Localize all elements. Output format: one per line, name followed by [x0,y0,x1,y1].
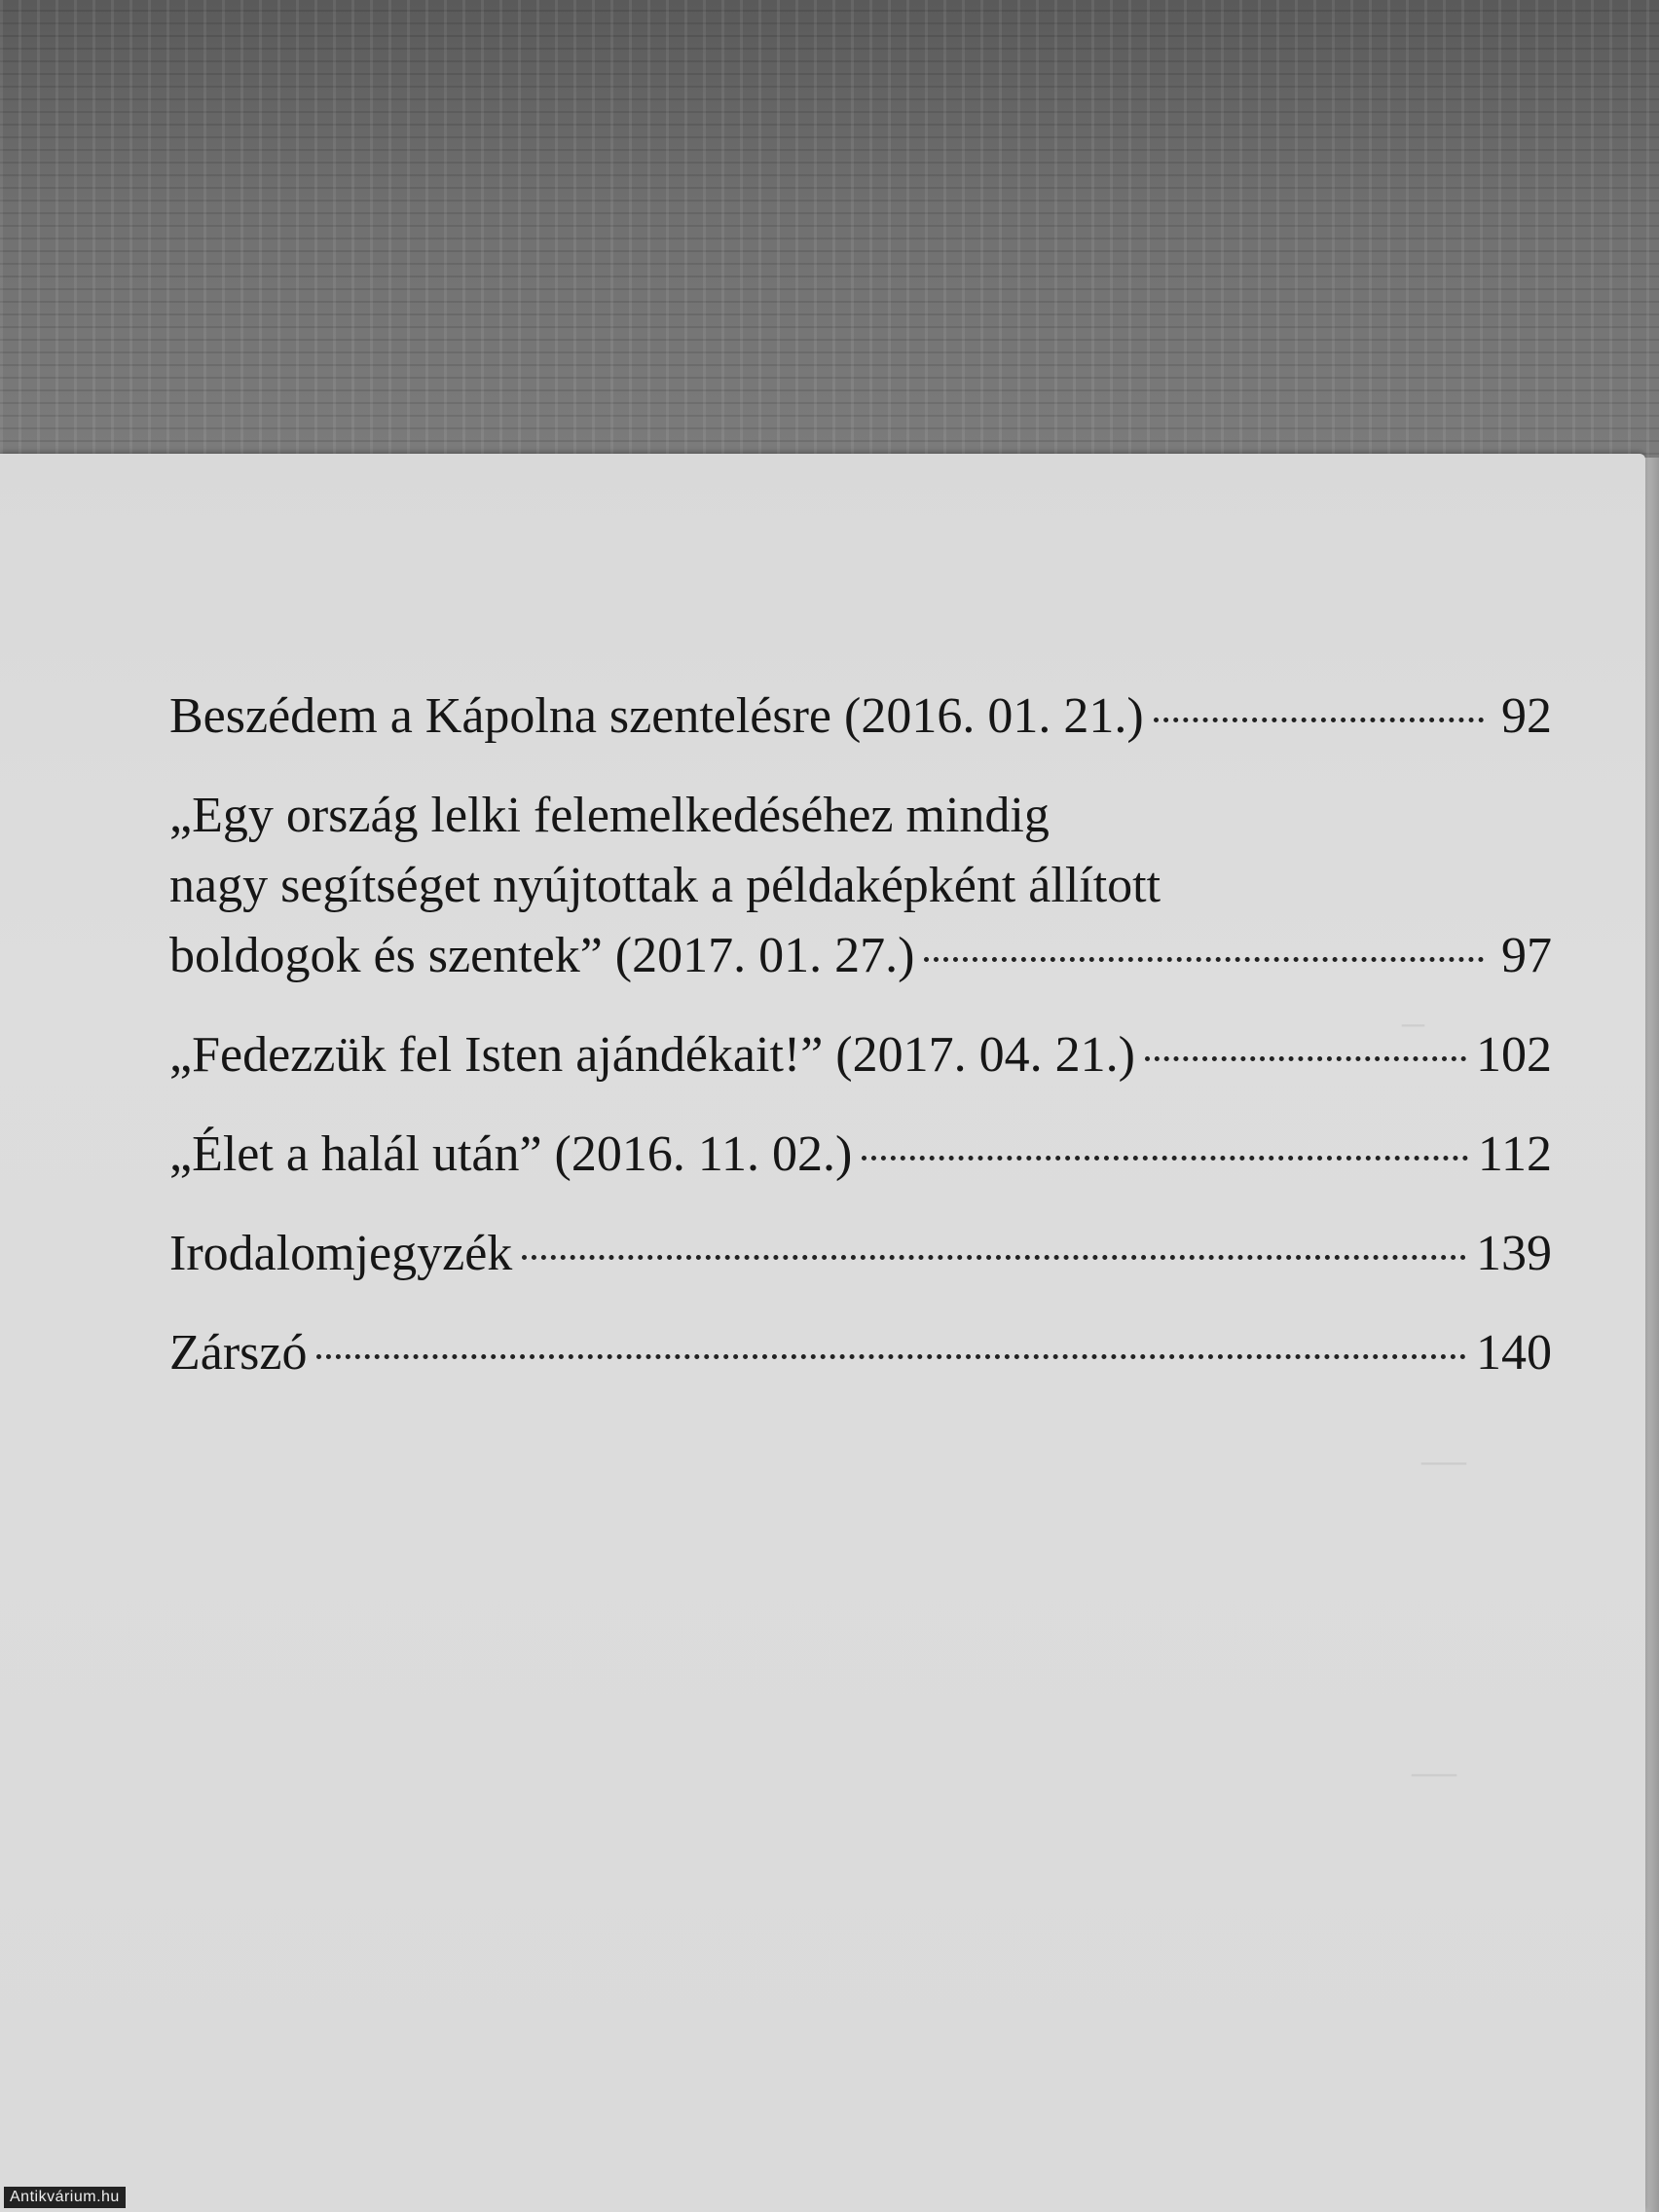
fabric-background [0,0,1659,467]
toc-entry[interactable] [169,781,1552,991]
toc-entry-page: 139 [1476,1226,1552,1281]
toc-entry-title: Beszédem a Kápolna szentelésre (2016. 01. 21.) [169,688,1144,744]
toc-entry-page: 102 [1476,1027,1552,1083]
toc-entry[interactable] [169,1318,1552,1388]
toc-entry-page: 140 [1476,1325,1552,1381]
toc-entry-title-line: boldogok és szentek” (2017. 01. 27.) [169,928,915,983]
toc-entry-title-line: nagy segítséget nyújtottak a példaképként állított [169,858,1161,913]
dot-leader [862,1156,1468,1161]
dot-leader [1154,718,1484,722]
toc-entry[interactable] [169,1219,1552,1289]
page-edge [1643,458,1659,2212]
toc-entry-title: „Élet a halál után” (2016. 11. 02.) [169,1126,853,1182]
toc-entry-title: Zárszó [169,1325,308,1381]
toc-entry-page: 97 [1501,928,1552,983]
table-of-contents [169,682,1552,1418]
dot-leader [316,1354,1466,1359]
watermark-label: Antikvárium.hu [4,2187,126,2208]
dot-leader [522,1255,1466,1260]
toc-entry-page: 92 [1501,688,1552,744]
toc-entry[interactable] [169,682,1552,752]
toc-entry-title-line: „Egy ország lelki felemelkedéséhez mindig [169,788,1050,843]
toc-entry-title: „Fedezzük fel Isten ajándékait!” (2017. 04. 21.) [169,1027,1135,1083]
dot-leader [924,957,1484,962]
toc-entry-title: Irodalomjegyzék [169,1226,513,1281]
toc-entry[interactable] [169,1120,1552,1190]
dot-leader [1145,1056,1466,1061]
toc-entry[interactable] [169,1020,1552,1090]
show-through-text: – — — [1402,996,1466,1795]
toc-entry-page: 112 [1477,1126,1552,1182]
